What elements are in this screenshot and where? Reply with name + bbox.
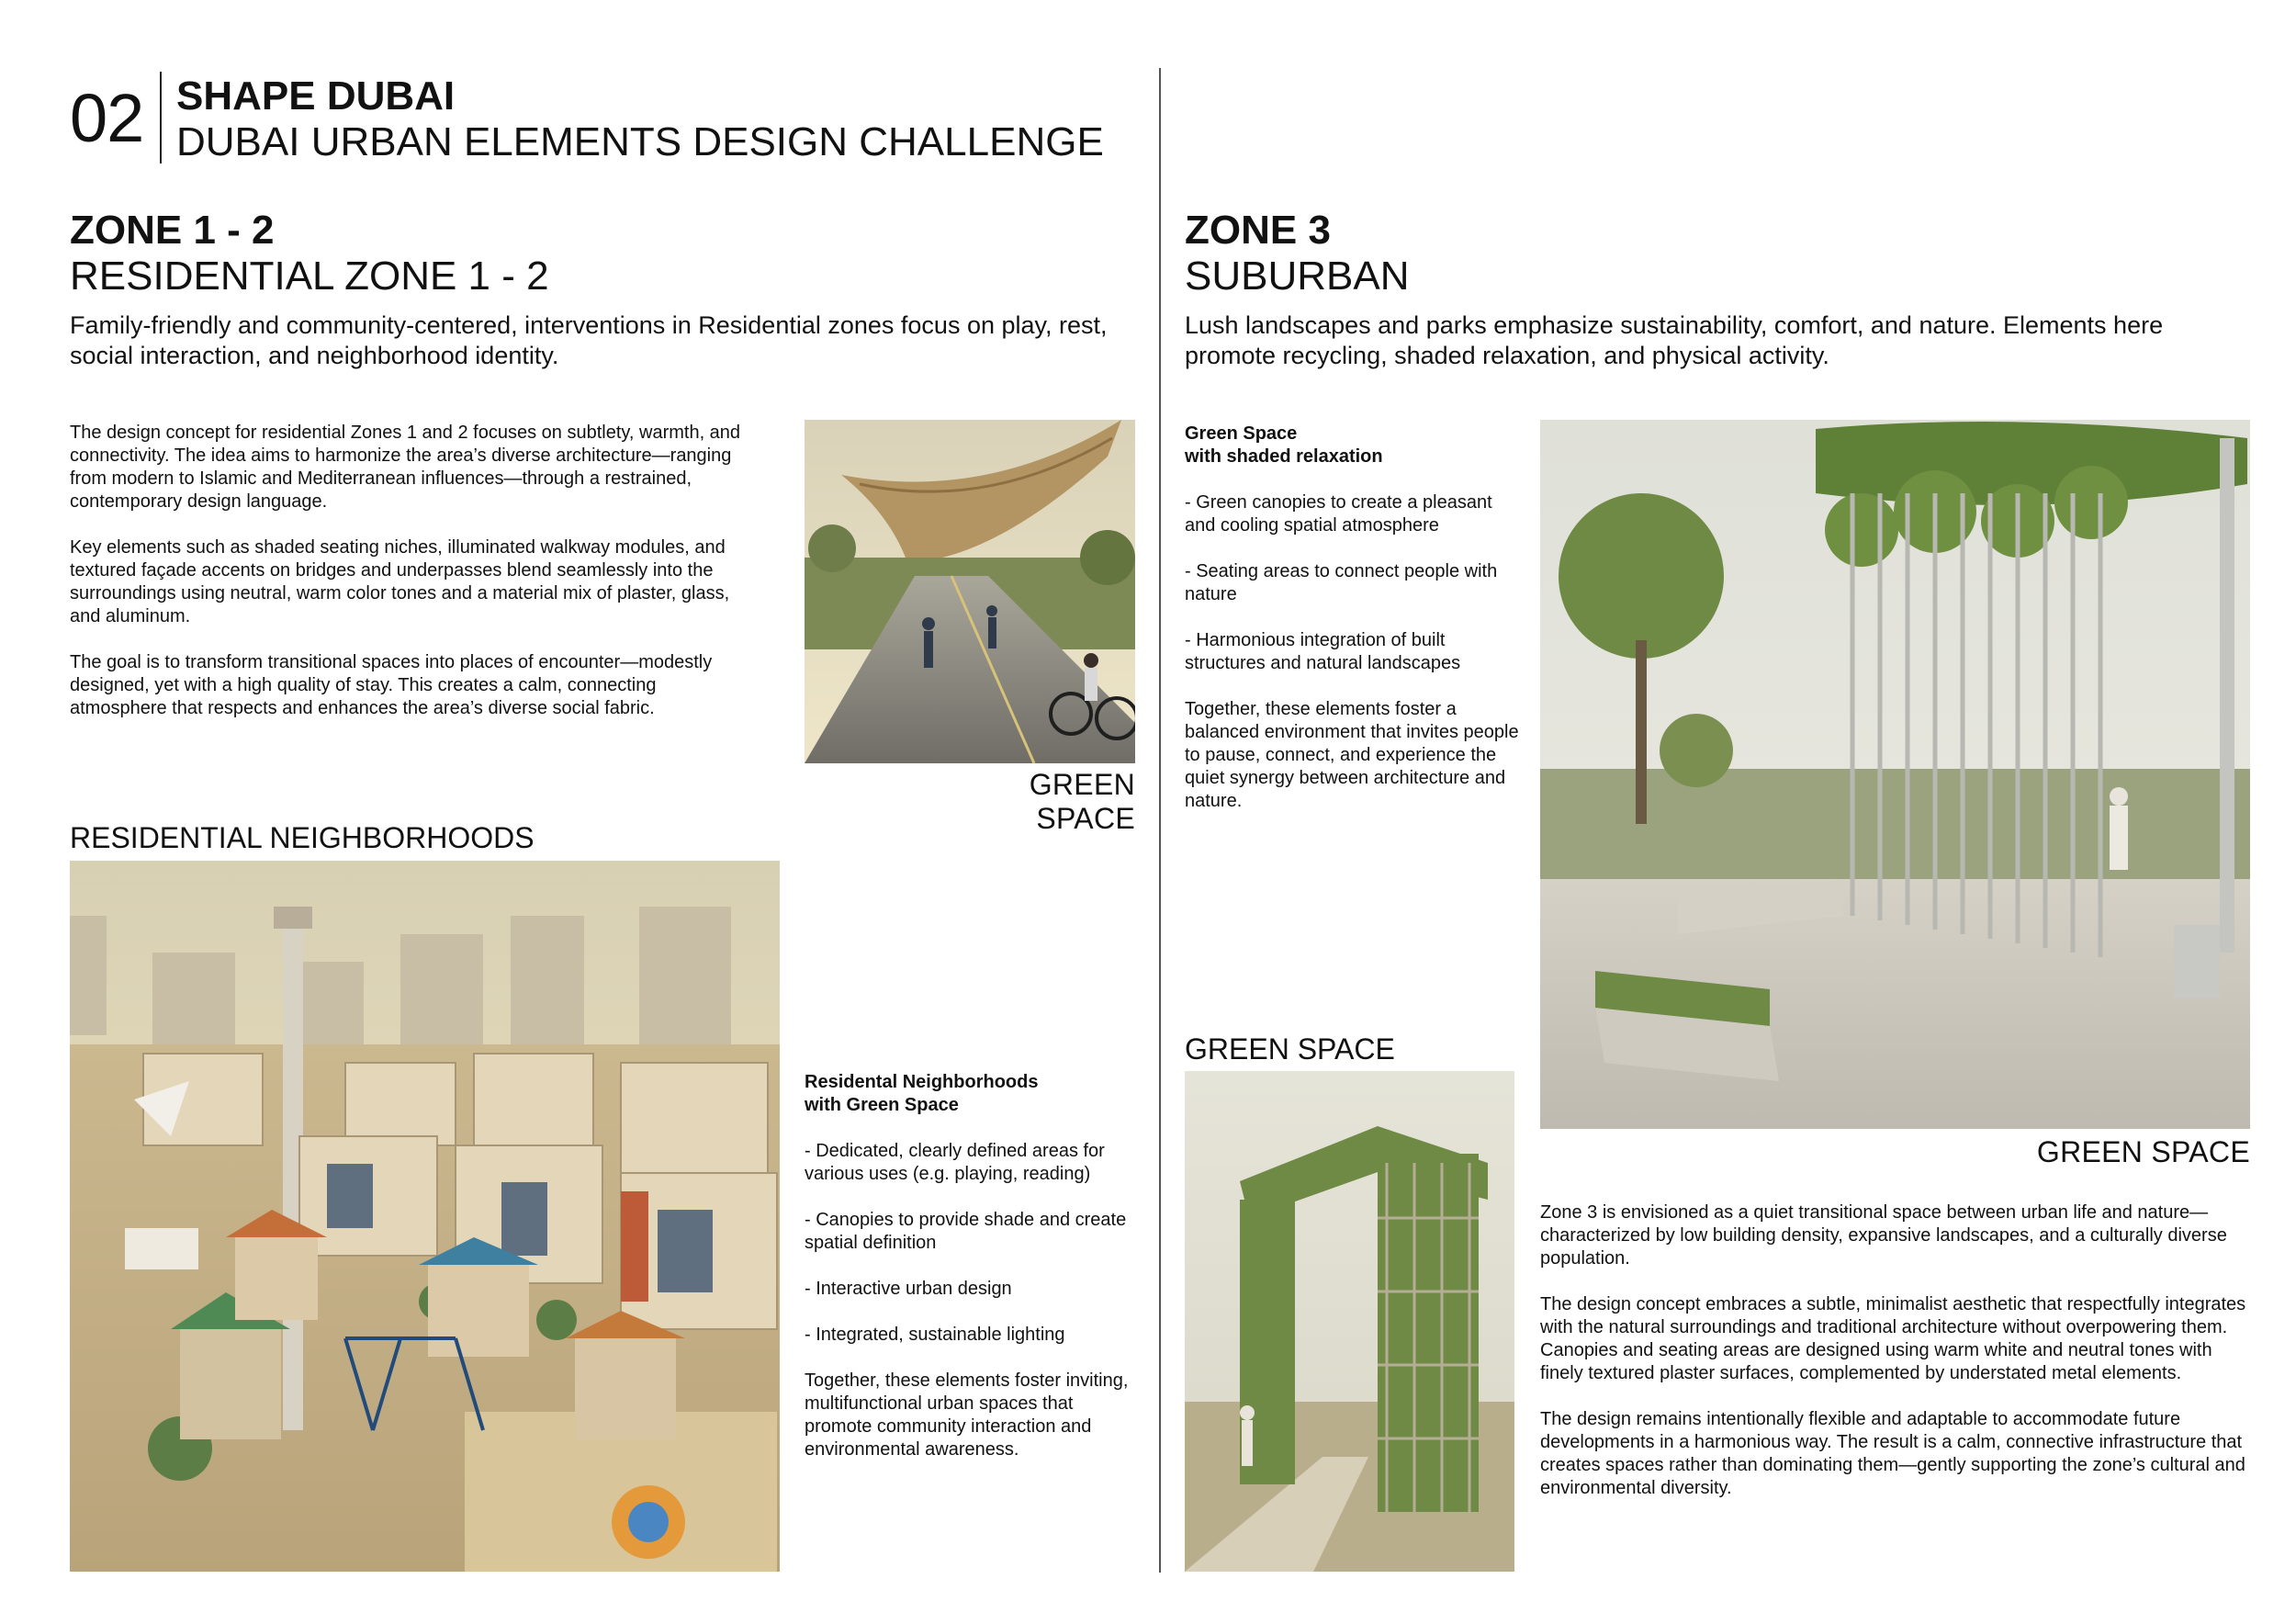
page-divider [1159, 68, 1161, 1573]
zone-1-2-body: The design concept for residential Zones 1 and 2 focuses on subtlety, warmth, and connectivity. The idea aims to harmonize the area’s diverse architecture—ranging from modern to Islamic and Mediterranean influences—through a restrained, contemporary design language. Key elements such as shaded seating niches, illuminated walkway modules, and textured façade accents on bridges and underpasses blend seamlessly into the surroundings using neutral, warm color tones and a material mix of plaster, glass, and aluminum. The goal is to transform transitional spaces into places of encounter—modestly designed, yet with a high quality of stay. This creates a calm, connecting atmosphere that respects and enhances the area’s diverse social fabric. [70, 423, 741, 718]
green-arch-image [1185, 1071, 1514, 1572]
residential-feature-title-2: with Green Space [805, 1095, 959, 1115]
green-canopy-pavilion-caption: GREEN SPACE [2036, 1135, 2250, 1168]
doc-subtitle: DUBAI URBAN ELEMENTS DESIGN CHALLENGE [176, 119, 1104, 164]
green-space-arch-label: GREEN SPACE [1185, 1032, 1395, 1066]
doc-title: SHAPE DUBAI [176, 73, 456, 118]
zone-3-lead: Lush landscapes and parks emphasize sustainability, comfort, and nature. Elements here promote recycling, shaded relaxation, and physical activity. [1185, 311, 2164, 369]
green-space-walkway-caption: GREEN SPACE [1029, 768, 1135, 835]
header-divider [160, 72, 162, 164]
zone-3-feature-title-2: with shaded relaxation [1185, 446, 1383, 467]
zone-3-feature-title-1: Green Space [1185, 423, 1298, 444]
residential-neighborhoods-label: RESIDENTIAL NEIGHBORHOODS [70, 821, 535, 854]
page-number: 02 [70, 80, 144, 156]
zone-1-2-title: ZONE 1 - 2 [70, 208, 275, 253]
residential-feature-title-1: Residental Neighborhoods [805, 1072, 1039, 1092]
zone-3-title: ZONE 3 [1185, 208, 1331, 253]
residential-feature-body: - Dedicated, clearly defined areas for various uses (e.g. playing, reading) - Canopies to provide shade and create spatial definition - Interactive urban design - Integrated, sustainable lighting Together, these elements foster inviting, multifunctional urban spaces that promote community interaction and environmental awareness. [805, 1141, 1129, 1460]
green-canopy-pavilion-image [1540, 420, 2250, 1129]
green-space-walkway-image [805, 420, 1135, 763]
zone-3-subtitle: SUBURBAN [1185, 254, 1410, 299]
residential-neighborhood-image [70, 861, 780, 1572]
zone-1-2-lead: Family-friendly and community-centered, interventions in Residential zones focus on play, rest, social interaction, and neighborhood identity. [70, 311, 1108, 369]
zone-3-body: Zone 3 is envisioned as a quiet transitional space between urban life and nature—characterized by low building density, expansive landscapes, and a culturally diverse population. The design concept embraces a subtle, minimalist aesthetic that respectfully integrates with the natural surroundings and traditional architecture without overpowering them. Canopies and seating areas are designed using warm white and neutral tones with finely textured plaster surfaces, complemented by understated metal elements. The design remains intentionally flexible and adaptable to accommodate future developments in a harmonious way. The result is a calm, connective infrastructure that creates spaces rather than dominating them—gently supporting the zone’s cultural and environmental diversity. [1540, 1202, 2246, 1498]
zone-3-feature-body: - Green canopies to create a pleasant and cooling spatial atmosphere - Seating areas to connect people with nature - Harmonious integration of built structures and natural landscapes Together, these elements foster a balanced environment that invites people to pause, connect, and experience the quiet synergy between architecture and nature. [1185, 492, 1519, 811]
zone-1-2-subtitle: RESIDENTIAL ZONE 1 - 2 [70, 254, 549, 299]
